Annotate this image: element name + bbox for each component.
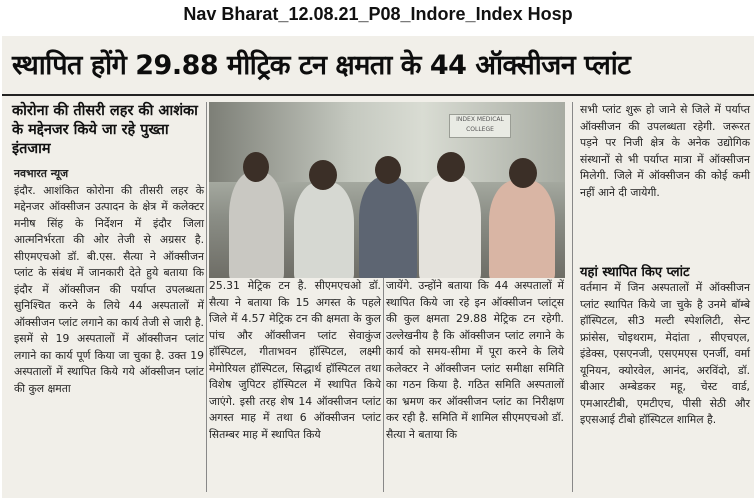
subheadline: कोरोना की तीसरी लहर की आशंका के मद्देनजर किये जा रहे पुख्ता इंतजाम <box>12 103 198 157</box>
column-4-text-2: वर्तमान में जिन अस्पतालों में ऑक्सीजन प्लांट स्थापित किये जा चुके है उनमे बॉम्बे हॉस्पिटल, सी3 मल्टी स्पेशलिटी, सेन्ट फ्रांसेस, चोइथराम, मेदांता , सीएचएल, इंडेक्स, एसएनजी, एसएमएस एनर्जी, वर्मा यूनियन, क्योरवेल, आनंद, अरविंदो, डॉ. बीआर अम्बेडकर महू, चेस्ट वार्ड, एमआरटीबी, एमटीएच, पीसी सेठी और इएसआई टीबो हॉस्पिटल शामिल है. <box>580 281 750 426</box>
column-3-text: जायेंगे. उन्होंने बताया कि 44 अस्पतालों में स्थापित किये जा रहे इन ऑक्सीजन प्लांट्स की कुल क्षमता 29.88 मेट्रिक टन रहेगी. उल्लेखनीय है कि ऑक्सीजन प्लांट लगाने के कार्य को समय-सीमा में पूरा करने के लिये कलेक्टर ने ऑक्सीजन प्लांट समीक्षा समिति का गठन किया है. गठित समिति अस्पतालों का भ्रमण कर ऑक्सीजन प्लांट का निरीक्षण कर रही है. समिति में शामिल सीएमएचओ डॉ. सैत्या ने बताया कि <box>386 279 564 441</box>
photo-person <box>294 182 354 278</box>
article-column-3 <box>386 278 564 443</box>
newspaper-clipping <box>2 36 754 498</box>
dateline: नवभारत न्यूज <box>14 167 69 180</box>
column-2-text: 25.31 मेट्रिक टन है. सीएमएचओ डॉ. सैत्या ने बताया कि 15 अगस्त के पहले जिले में 4.57 मेट्रिक टन की क्षमता के कुल पांच और ऑक्सीजन प्लांट सेवाकुंज हॉस्पिटल, गीताभवन हॉस्पिटल, लक्ष्मी मेमोरियल हॉस्पिटल, सिद्धार्थ हॉस्पिटल तथा विशेष जुपिटर हॉस्पिटल में स्थापित किये जाएंगे. इसी तरह शेष 14 ऑक्सीजन प्लांट अगस्त माह में तथा 6 ऑक्सीजन प्लांट सितम्बर माह में स्थापित किये <box>209 279 381 441</box>
article-column-2 <box>209 278 381 443</box>
photo-person <box>489 180 555 278</box>
photo-person <box>359 177 417 278</box>
column-divider <box>206 102 207 492</box>
photo-person <box>229 172 284 278</box>
photo-person-head <box>375 156 401 184</box>
column-divider <box>383 278 384 492</box>
photo-person-head <box>437 152 465 182</box>
section-subhead: यहां स्थापित किए प्लांट <box>580 265 690 280</box>
photo-sign: INDEX MEDICAL COLLEGE <box>449 114 511 138</box>
photo-person-head <box>309 160 337 190</box>
photo-person-head <box>243 152 269 182</box>
article-column-1 <box>14 166 204 397</box>
clipping-caption: Nav Bharat_12.08.21_P08_Indore_Index Hosp <box>183 4 573 24</box>
photo-person <box>419 174 481 278</box>
column-divider <box>572 102 573 492</box>
headline: स्थापित होंगे 29.88 मीट्रिक टन क्षमता के 44 ऑक्सीजन प्लांट <box>12 50 631 81</box>
headline-rule <box>2 94 754 96</box>
article-column-4 <box>580 102 750 201</box>
column-1-text: इंदौर. आशंकित कोरोना की तीसरी लहर के मद्देनजर ऑक्सीजन उत्पादन के क्षेत्र में कलेक्टर मनीष सिंह के निर्देशन में इंदौर जिला आत्मनिर्भरता की ओर तेजी से अग्रसर है. सीएमएचओ डॉ. बी.एस. सैत्या ने ऑक्सीजन प्लांट के संबंध में जानकारी देते हुये बताया कि इंदौर में ऑक्सीजन की पर्याप्त उपलब्धता सुनिश्चित करने के लिये 44 अस्पतालों में ऑक्सीजन प्लांट लगाने का कार्य तेजी से जारी है. इसमें से 19 अस्पतालों में ऑक्सीजन प्लांट लगाने का कार्य पूर्ण किया जा चुका है. उक्त 19 अस्पतालों में स्थापित किये गये ऑक्सीजन प्लांट की कुल क्षमता <box>14 183 204 395</box>
article-column-4-continued <box>580 280 750 429</box>
news-photo <box>209 102 565 278</box>
photo-person-head <box>509 158 537 188</box>
column-4-text: सभी प्लांट शुरू हो जाने से जिले में पर्याप्त ऑक्सीजन की उपलब्धता रहेगी. जरूरत पड़ने पर निजी क्षेत्र के अनेक उद्योगिक संस्थानों से भी पर्याप्त मात्रा में ऑक्सीजन मिलेगी. जिले में ऑक्सीजन की कोई कमी नहीं आने दी जायेगी. <box>580 103 750 199</box>
